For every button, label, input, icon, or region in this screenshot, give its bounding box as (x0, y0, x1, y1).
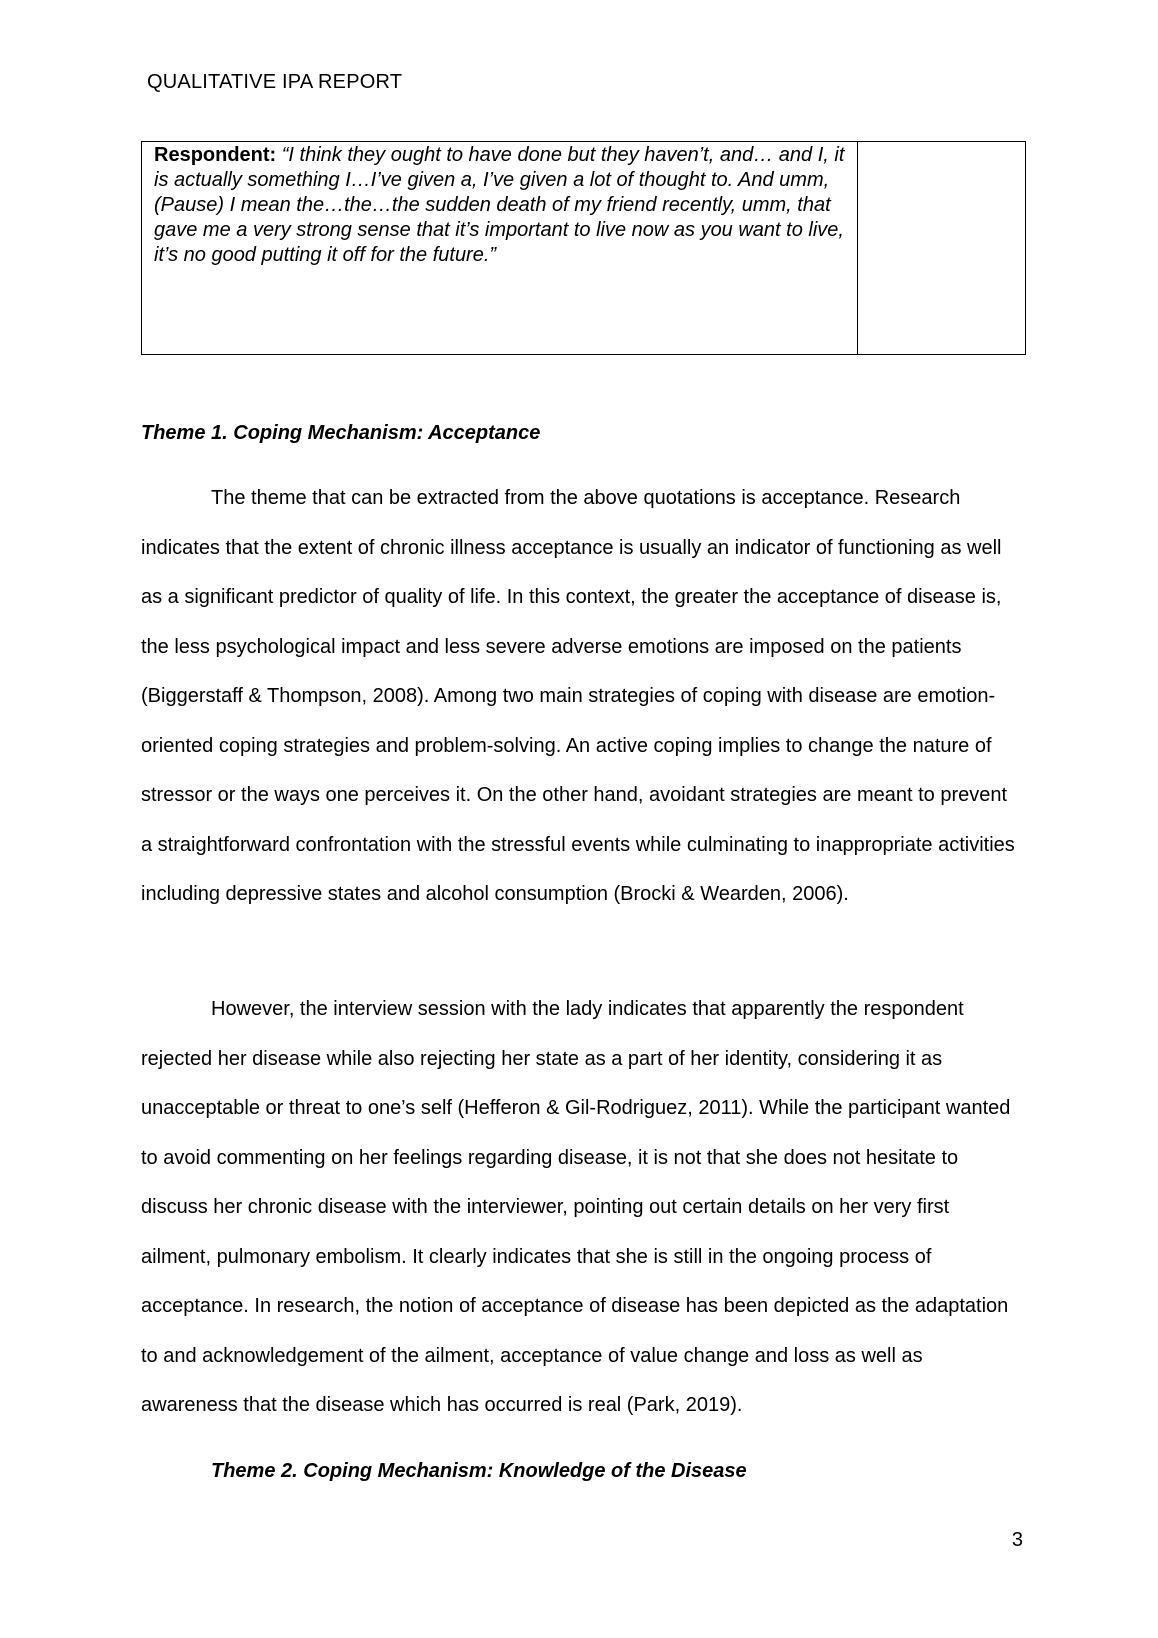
running-head: QUALITATIVE IPA REPORT (147, 71, 403, 93)
body-paragraph-1: The theme that can be extracted from the above quotations is acceptance. Research indicates that the extent of chronic illness acceptance is usually an indicator of functioning as well as a significant predictor of quality of life. In this context, the greater the acceptance of disease is, the less psychological impact and less severe adverse emotions are imposed on the patients (Biggerstaff & Thompson, 2008). Among two main strategies of coping with disease are emotion-oriented coping strategies and problem-solving. An active coping implies to change the nature of stressor or the ways one perceives it. On the other hand, avoidant strategies are meant to prevent a straightforward confrontation with the stressful events while culminating to inappropriate activities including depressive states and alcohol consumption (Brocki & Wearden, 2006). (141, 487, 1015, 905)
respondent-label: Respondent: (154, 144, 277, 166)
respondent-quote: “I think they ought to have done but they haven’t, and… and I, it is actually something I…I’ve given a, I’ve given a lot of thought to. And umm, (Pause) I mean the…the…the sudden death of my friend recently, umm, that gave me a very strong sense that it’s important to live now as you want to live, it’s no good putting it off for the future.” (154, 144, 845, 266)
page-number: 3 (1011, 1529, 1023, 1551)
quote-text (142, 142, 857, 268)
quote-table-row (142, 142, 1026, 355)
body-paragraph-2: However, the interview session with the lady indicates that apparently the respondent rejected her disease while also rejecting her state as a part of her identity, considering it as unacceptable or threat to one’s self (Hefferon & Gil-Rodriguez, 2011). While the participant wanted to avoid commenting on her feelings regarding disease, it is not that she does not hesitate to discuss her chronic disease with the interviewer, pointing out certain details on her very first ailment, pulmonary embolism. It clearly indicates that she is still in the ongoing process of acceptance. In research, the notion of acceptance of disease has been depicted as the adaptation to and acknowledgement of the ailment, acceptance of value change and loss as well as awareness that the disease which has occurred is real (Park, 2019). (141, 998, 1011, 1416)
notes-cell (858, 142, 1026, 355)
quote-cell (142, 142, 858, 355)
quote-table (141, 141, 1026, 355)
theme-2-heading: Theme 2. Coping Mechanism: Knowledge of the Disease (211, 1460, 747, 1482)
theme-1-heading: Theme 1. Coping Mechanism: Acceptance (141, 422, 541, 444)
